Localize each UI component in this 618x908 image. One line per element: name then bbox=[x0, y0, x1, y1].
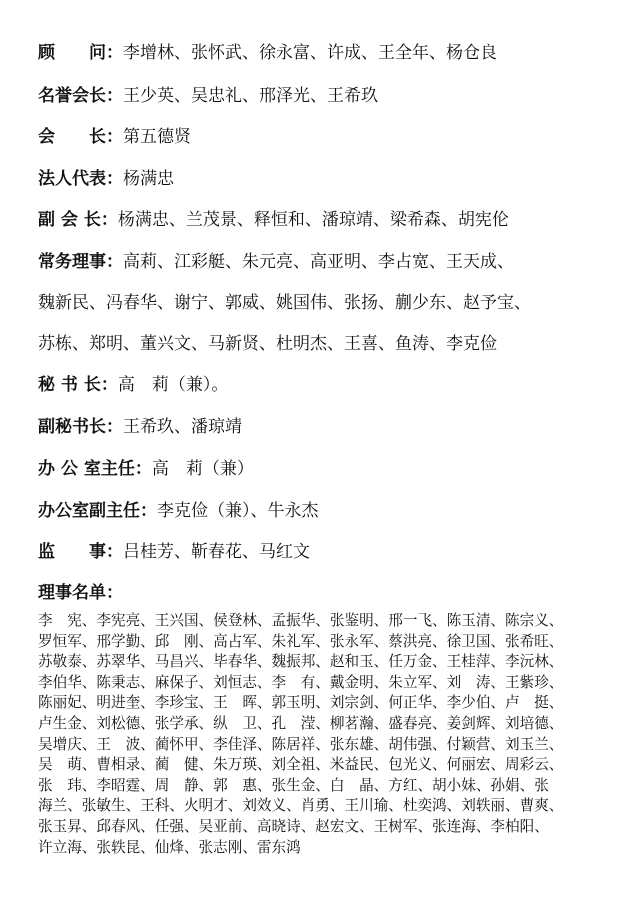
vice-presidents-label: 副 会 长： bbox=[38, 210, 118, 230]
office-director-value: 高 莉（兼） bbox=[151, 459, 254, 479]
supervisors-label: 监 事： bbox=[38, 542, 123, 562]
roster-line: 张玉昇、邱春风、任强、吴亚前、高晓诗、赵宏文、王树军、张连海、李柏阳、 bbox=[38, 817, 549, 835]
standing-directors-value: 高莉、江彩艇、朱元亮、高亚明、李占宽、王天成、 bbox=[123, 252, 514, 272]
office-director-label: 办 公 室主任： bbox=[38, 459, 152, 479]
honorary-presidents-value: 王少英、吴忠礼、邢泽光、王希玖 bbox=[123, 86, 378, 106]
roster-line: 海兰、张敏生、王科、火明才、刘效义、肖勇、王川瑜、杜奕鸿、刘轶丽、曹爽、 bbox=[38, 797, 564, 815]
advisors-value: 李增林、张怀武、徐永富、许成、王全年、杨仓良 bbox=[123, 43, 497, 63]
roster-line: 李伯华、陈秉志、麻保子、刘恒志、李 有、戴金明、朱立军、刘 涛、王紫珍、 bbox=[38, 673, 564, 691]
roster-line: 罗恒军、邢学勤、邱 刚、高占军、朱礼军、张永军、蔡洪亮、徐卫国、张希旺、 bbox=[38, 632, 564, 650]
president-row bbox=[38, 126, 598, 148]
supervisors-value: 吕桂芳、靳春花、马红文 bbox=[123, 542, 310, 562]
deputy-secretary-label: 副秘书长： bbox=[38, 417, 123, 437]
roster-line: 吴 萌、曹相录、蔺 健、朱万瑛、刘全祖、米益民、包光义、何丽宏、周彩云、 bbox=[38, 756, 564, 774]
roster-line: 卢生金、刘松德、张学承、纵 卫、孔 滢、柳茗瀚、盛春亮、姜剑辉、刘培德、 bbox=[38, 714, 564, 732]
roster-line: 苏敬泰、苏翠华、马昌兴、毕春华、魏振邦、赵和玉、任万金、王桂萍、李沅林、 bbox=[38, 653, 564, 671]
roster-line: 李 宪、李宪亮、王兴国、侯登林、孟振华、张鉴明、邢一飞、陈玉清、陈宗义、 bbox=[38, 612, 564, 629]
roster-line: 吴增庆、王 波、蔺怀甲、李佳泽、陈居祥、张东雄、胡伟强、付颖营、刘玉兰、 bbox=[38, 735, 564, 753]
legal-rep-label: 法人代表： bbox=[38, 169, 123, 189]
roster-line: 陈丽妃、明进奎、李珍宝、王 晖、郭玉明、刘宗剑、何正华、李少伯、卢 挺、 bbox=[38, 694, 564, 712]
standing-directors-row bbox=[38, 251, 598, 273]
honorary-presidents-label: 名誉会长： bbox=[38, 86, 123, 106]
vice-presidents-value: 杨满忠、兰茂景、释恒和、潘琼靖、梁希森、胡宪伦 bbox=[117, 210, 509, 230]
advisors-row bbox=[38, 42, 598, 64]
roster-title: 理事名单： bbox=[38, 583, 123, 603]
standing-directors-cont-1: 魏新民、冯春华、谢宁、郭威、姚国伟、张扬、蒯少东、赵予宝、 bbox=[38, 293, 531, 313]
legal-rep-row bbox=[38, 168, 598, 190]
roster-line: 张 玮、李昭霆、周 静、郭 惠、张生金、白 晶、方红、胡小妹、孙娟、张 bbox=[38, 776, 549, 794]
president-value: 第五德贤 bbox=[123, 127, 191, 147]
deputy-secretary-value: 王希玖、潘琼靖 bbox=[123, 417, 242, 437]
director-roster bbox=[38, 611, 598, 858]
honorary-presidents-row bbox=[38, 85, 598, 107]
standing-directors-cont-2: 苏栋、郑明、董兴文、马新贤、杜明杰、王喜、鱼涛、李克俭 bbox=[38, 334, 497, 354]
office-deputy-director-row bbox=[38, 500, 598, 522]
secretary-general-label: 秘 书 长： bbox=[38, 375, 118, 395]
secretary-general-value: 高 莉（兼）。 bbox=[117, 375, 229, 395]
office-director-row bbox=[38, 458, 598, 480]
legal-rep-value: 杨满忠 bbox=[123, 169, 174, 189]
roster-line: 许立海、张轶昆、仙烽、张志刚、雷东鸿 bbox=[38, 838, 301, 856]
deputy-secretary-row bbox=[38, 416, 598, 438]
standing-directors-label: 常务理事： bbox=[38, 252, 123, 272]
supervisors-row bbox=[38, 541, 598, 563]
office-deputy-director-value: 李克俭（兼）、牛永杰 bbox=[157, 501, 319, 521]
vice-presidents-row bbox=[38, 209, 598, 231]
office-deputy-director-label: 办公室副主任： bbox=[38, 501, 157, 521]
advisors-label: 顾 问： bbox=[38, 43, 123, 63]
president-label: 会 长： bbox=[38, 127, 123, 147]
secretary-general-row bbox=[38, 374, 598, 396]
